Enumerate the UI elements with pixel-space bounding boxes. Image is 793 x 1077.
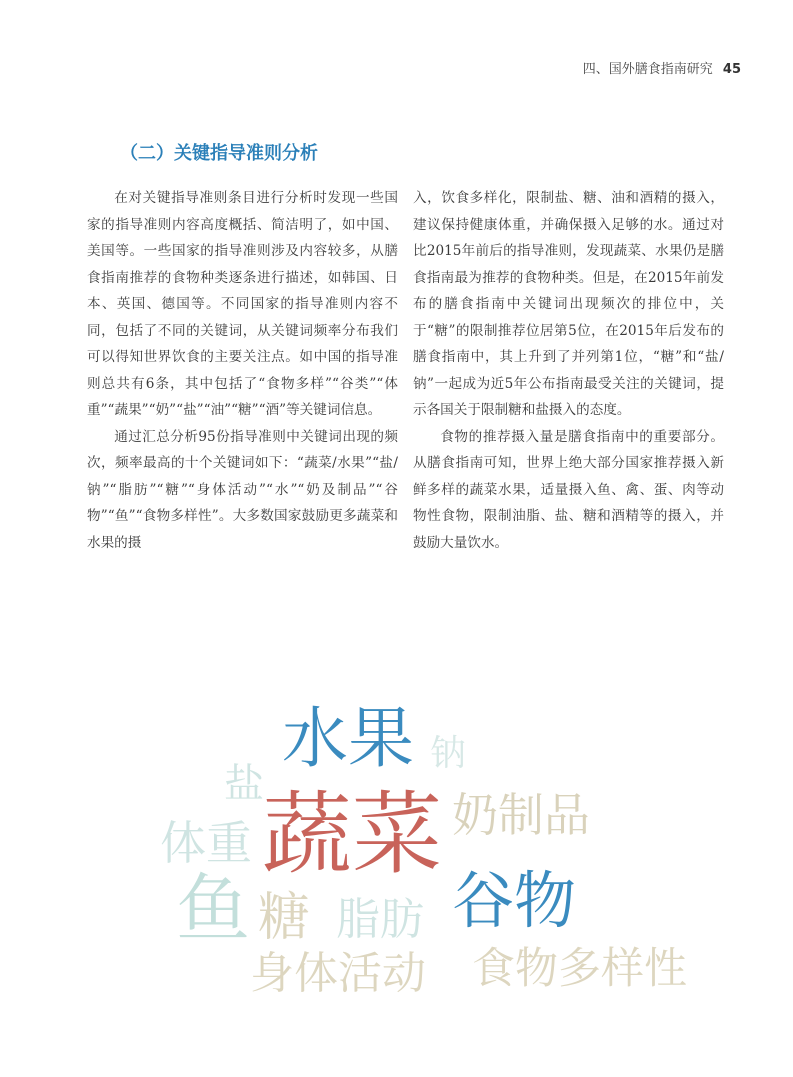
word-tizhong: 体重 (160, 816, 252, 870)
section-title: （二）关键指导准则分析 (120, 143, 318, 164)
word-yu: 鱼 (176, 866, 250, 952)
word-guwu: 谷物 (452, 864, 577, 937)
paragraph: 入，饮食多样化，限制盐、糖、油和酒精的摄入，建议保持健康体重，并确保摄入足够的水。通过对比2015年前后的指导准则，发现蔬菜、水果仍是膳食指南最为推荐的食物种类。但是，在2015年前发布的膳食指南中关键词出现频次的排位中，关于“糖”的限制推荐位居第5位，在2015年后发布的膳食指南中，其上升到了并列第1位，“糖”和“盐/钠”一起成为近5年公布指南最受关注的关键词，提示各国关于限制糖和盐摄入的态度。 (413, 190, 724, 418)
right-column (413, 185, 724, 556)
page-number: 45 (722, 62, 741, 77)
word-shuiguo: 水果 (282, 700, 414, 777)
word-tang: 糖 (258, 888, 311, 948)
paragraph: 通过汇总分析95份指导准则中关键词出现的频次，频率最高的十个关键词如下：“蔬菜/水果”“盐/钠”“脂肪”“糖”“身体活动”“水”“奶及制品”“谷物”“鱼”“食物多样性”。大多数国家鼓励更多蔬菜和水果的摄 (87, 428, 398, 551)
paragraph: 在对关键指导准则条目进行分析时发现一些国家的指导准则内容高度概括、简洁明了，如中国、美国等。一些国家的指导准则涉及内容较多，从膳食指南推荐的食物种类逐条进行描述，如韩国、日本、英国、德国等。不同国家的指导准则内容不同，包括了不同的关键词，从关键词频率分布我们可以得知世界饮食的主要关注点。如中国的指导准则总共有6条，其中包括了“食物多样”“谷类”“体重”“蔬果”“奶”“盐”“油”“糖”“酒”等关键词信息。 (87, 190, 398, 418)
chapter-title: 四、国外膳食指南研究 (582, 62, 713, 77)
word-naizhipin: 奶制品 (452, 788, 590, 842)
word-shucai: 蔬菜 (262, 782, 442, 887)
word-yan: 盐 (224, 761, 264, 807)
word-zhifang: 脂肪 (336, 894, 424, 945)
word-na: 钠 (430, 733, 467, 774)
left-column (87, 185, 398, 556)
running-header (583, 58, 741, 77)
word-shiwuduoyangxing: 食物多样性 (472, 944, 687, 994)
word-shentihuodong: 身体活动 (250, 948, 426, 999)
paragraph: 食物的推荐摄入量是膳食指南中的重要部分。从膳食指南可知，世界上绝大部分国家推荐摄入新鲜多样的蔬菜水果，适量摄入鱼、禽、蛋、肉等动物性食物，限制油脂、盐、糖和酒精等的摄入，并鼓励大量饮水。 (413, 428, 724, 551)
